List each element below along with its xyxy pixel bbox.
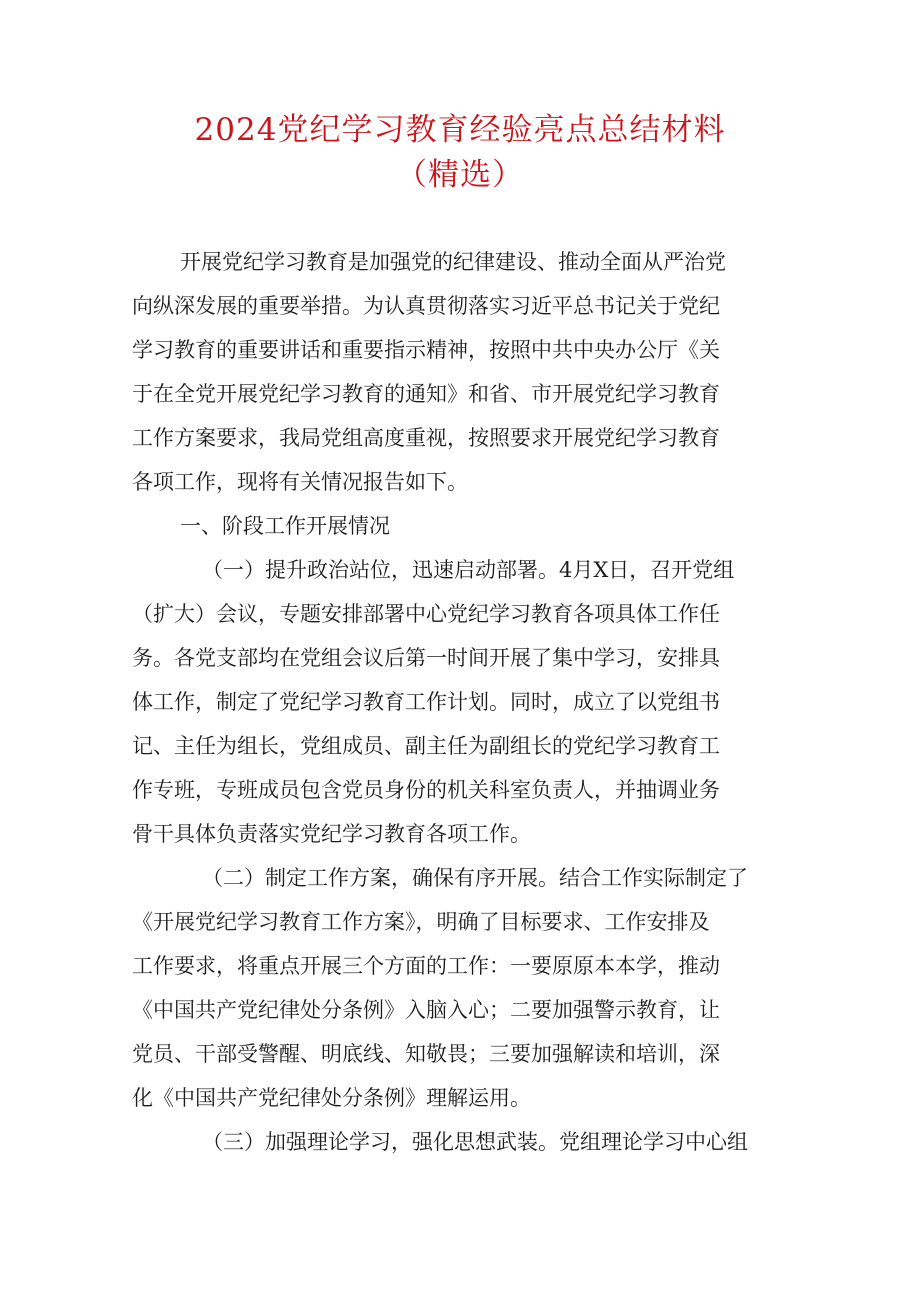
paragraph-line: 向纵深发展的重要举措。为认真贯彻落实习近平总书记关于党纪 bbox=[132, 294, 720, 318]
paragraph-line: （扩大）会议，专题安排部署中心党纪学习教育各项具体工作任 bbox=[132, 602, 720, 626]
paragraph-line: 于在全党开展党纪学习教育的通知》和省、市开展党纪学习教育 bbox=[132, 382, 720, 406]
paragraph-line: 化《中国共产党纪律处分条例》理解运用。 bbox=[132, 1086, 531, 1110]
paragraph-line: （二）制定工作方案，确保有序开展。结合工作实际制定了 bbox=[202, 866, 748, 890]
document-body bbox=[132, 240, 792, 1164]
document-title: 2024党纪学习教育经验亮点总结材料 bbox=[194, 112, 726, 148]
paragraph-line: 学习教育的重要讲话和重要指示精神，按照中共中央办公厅《关 bbox=[132, 338, 720, 362]
paragraph-line: 开展党纪学习教育是加强党的纪律建设、推动全面从严治党 bbox=[180, 250, 726, 274]
document-subtitle: （精选） bbox=[396, 157, 524, 193]
paragraph-line: 体工作，制定了党纪学习教育工作计划。同时，成立了以党组书 bbox=[132, 690, 720, 714]
paragraph-line: 工作方案要求，我局党组高度重视，按照要求开展党纪学习教育 bbox=[132, 426, 720, 450]
paragraph-line: 《中国共产党纪律处分条例》入脑入心；二要加强警示教育，让 bbox=[132, 998, 720, 1022]
paragraph-line: 各项工作，现将有关情况报告如下。 bbox=[132, 470, 468, 494]
paragraph-line: 党员、干部受警醒、明底线、知敬畏；三要加强解读和培训，深 bbox=[132, 1042, 720, 1066]
paragraph-line: 作专班，专班成员包含党员身份的机关科室负责人，并抽调业务 bbox=[132, 778, 720, 802]
section-heading: 一、阶段工作开展情况 bbox=[180, 514, 390, 538]
paragraph-line: （一）提升政治站位，迅速启动部署。4月X日，召开党组 bbox=[202, 558, 735, 582]
paragraph-line: 工作要求，将重点开展三个方面的工作：一要原原本本学，推动 bbox=[132, 954, 720, 978]
paragraph-line: 骨干具体负责落实党纪学习教育各项工作。 bbox=[132, 822, 531, 846]
paragraph-line: （三）加强理论学习，强化思想武装。党组理论学习中心组 bbox=[202, 1130, 748, 1154]
paragraph-line: 《开展党纪学习教育工作方案》，明确了目标要求、工作安排及 bbox=[132, 910, 710, 934]
paragraph-line: 务。各党支部均在党组会议后第一时间开展了集中学习，安排具 bbox=[132, 646, 720, 670]
paragraph-line: 记、主任为组长，党组成员、副主任为副组长的党纪学习教育工 bbox=[132, 734, 720, 758]
